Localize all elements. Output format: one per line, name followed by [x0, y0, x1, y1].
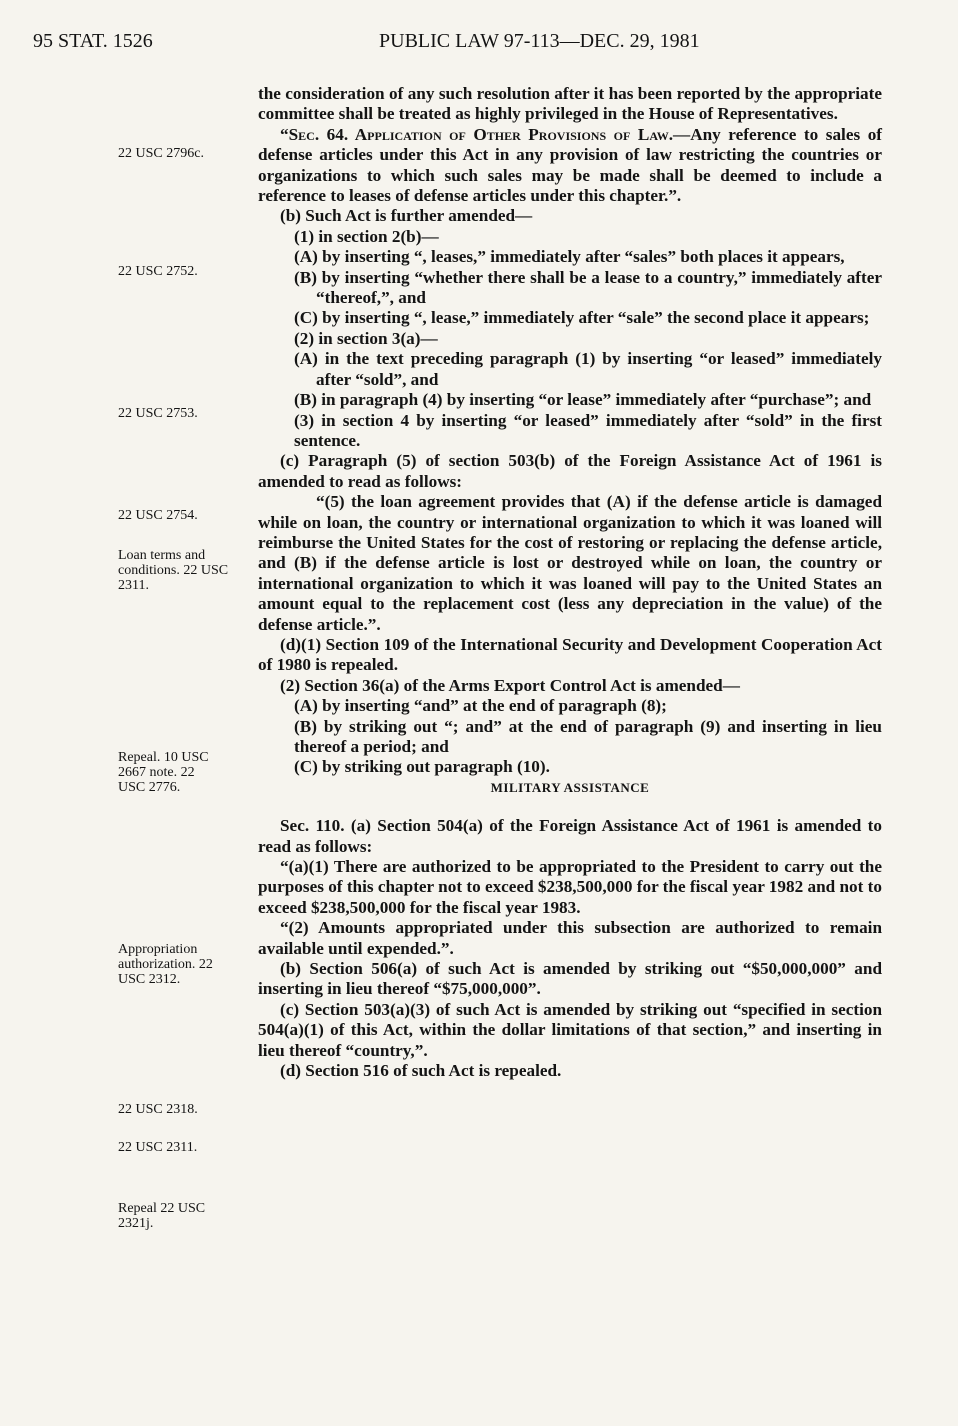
margin-note: 22 USC 2318.: [118, 1102, 198, 1117]
margin-note: Loan terms and conditions. 22 USC 2311.: [118, 548, 229, 593]
margin-note: Repeal. 10 USC 2667 note. 22 USC 2776.: [118, 750, 209, 795]
section-64: [258, 125, 882, 207]
paragraph: the consideration of any such resolution after it has been reported by the appropriate committee shall be treated as highly privileged in the House of Representatives.: [258, 84, 882, 124]
margin-note: 22 USC 2754.: [118, 508, 198, 523]
section-heading: “Sec. 64. Application of Other Provisions of Law.: [280, 124, 673, 144]
statute-page-number: 95 STAT. 1526: [33, 30, 153, 52]
paragraph: (d) Section 516 of such Act is repealed.: [280, 1061, 562, 1081]
paragraph: (3) in section 4 by inserting “or leased” immediately after “sold” in the first sentence.: [294, 410, 882, 450]
margin-note: Appropriation authorization. 22 USC 2312.: [118, 942, 213, 987]
statute-text: [258, 84, 882, 1082]
paragraph: (2) in section 3(a)—: [294, 328, 438, 348]
section-text: —Any reference to sales of defense articles under this Act in any provision of law restricting the countries or organizations to which such sales may be made shall be deemed to include a reference to leases of defense articles under this chapter.”.: [258, 124, 883, 206]
clause: (A) in the text preceding paragraph (1) by inserting “or leased” immediately after “sold”, and: [294, 349, 882, 389]
clause: (C) by inserting “, lease,” immediately after “sale” the second place it appears;: [294, 308, 870, 328]
quoted-paragraph: “(5) the loan agreement provides that (A) if the defense article is damaged while on loan, the country or international organization to which it was loaned will reimburse the United States for the cost of restoring or replacing the defense article, and (B) if the defense article is lost or destroyed while on loan, the country or international organization to which it was loaned will pay to the United States an amount equal to the replacement cost (less any depreciation in the value) of the defense article.”.: [258, 492, 882, 634]
clause: (C) by striking out paragraph (10).: [294, 757, 550, 777]
paragraph: (1) in section 2(b)—: [294, 226, 439, 246]
margin-note: Repeal 22 USC 2321j.: [118, 1201, 206, 1231]
quoted-paragraph: “(a)(1) There are authorized to be appropriated to the President to carry out the purposes of this chapter not to exceed $238,500,000 for the fiscal year 1982 and not to exceed $238,500,000 for the fiscal year 1983.: [258, 857, 882, 917]
paragraph: (b) Section 506(a) of such Act is amended by striking out “$50,000,000” and inserting in lieu thereof “$75,000,000”.: [258, 959, 882, 999]
paragraph: (c) Paragraph (5) of section 503(b) of the Foreign Assistance Act of 1961 is amended to read as follows:: [258, 451, 882, 491]
paragraph: (b) Such Act is further amended—: [280, 206, 533, 226]
margin-note: 22 USC 2311.: [118, 1140, 198, 1155]
clause: (B) by inserting “whether there shall be a lease to a country,” immediately after “thereof,”, and: [294, 267, 882, 308]
section-heading-military-assistance: MILITARY ASSISTANCE: [490, 779, 650, 795]
page-header: [33, 30, 925, 60]
clause: (B) by striking out “; and” at the end of paragraph (9) and inserting in lieu thereof a period; and: [294, 716, 882, 756]
paragraph: (c) Section 503(a)(3) of such Act is amended by striking out “specified in section 504(a)(1) of this Act, within the dollar limitations of that section,” and inserting in lieu thereof “country,”.: [258, 999, 882, 1060]
paragraph: (2) Section 36(a) of the Arms Export Control Act is amended—: [280, 675, 740, 695]
paragraph: (d)(1) Section 109 of the International Security and Development Cooperation Act of 1980 is repealed.: [258, 634, 882, 675]
margin-note: 22 USC 2752.: [118, 264, 198, 279]
clause: (A) by inserting “, leases,” immediately after “sales” both places it appears,: [294, 247, 845, 267]
quoted-paragraph: “(2) Amounts appropriated under this subsection are authorized to remain available until expended.”.: [258, 918, 882, 958]
public-law-title: PUBLIC LAW 97-113—DEC. 29, 1981: [379, 30, 700, 52]
margin-note: 22 USC 2796c.: [118, 146, 204, 161]
margin-note: 22 USC 2753.: [118, 406, 198, 421]
section-110: Sec. 110. (a) Section 504(a) of the Foreign Assistance Act of 1961 is amended to read as follows:: [258, 816, 882, 856]
clause: (A) by inserting “and” at the end of paragraph (8);: [294, 696, 667, 716]
clause: (B) in paragraph (4) by inserting “or lease” immediately after “purchase”; and: [294, 390, 872, 410]
